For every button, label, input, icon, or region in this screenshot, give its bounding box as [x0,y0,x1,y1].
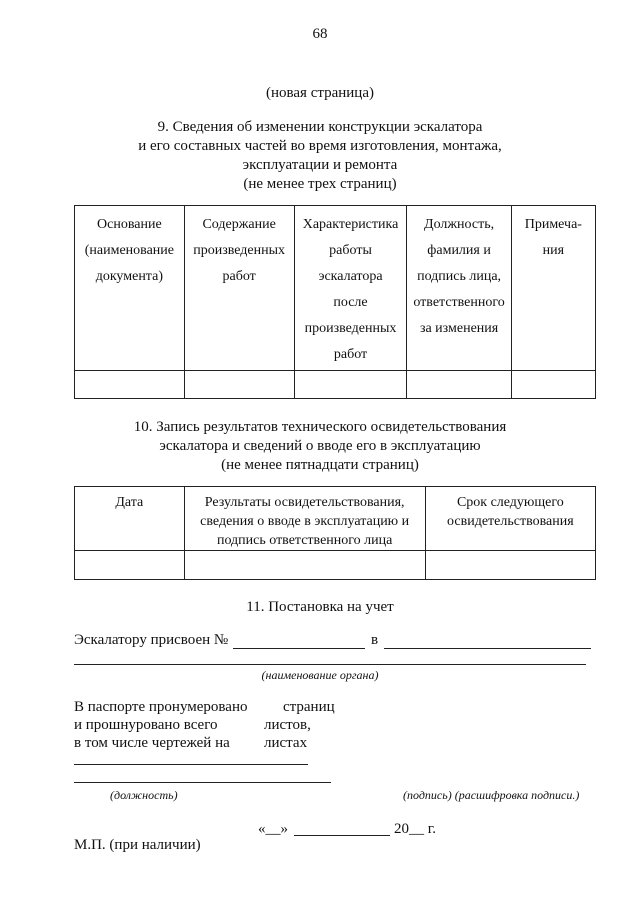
position-caption: (должность) [110,788,178,802]
passport-line: в том числе чертежей на [74,735,230,751]
table-cell[interactable] [294,371,407,399]
table-row [75,551,596,580]
section10-title-line: эскалатора и сведений о вводе его в эксплуатацию [159,438,481,454]
table-header-row [75,206,596,371]
date-month-field[interactable] [294,835,390,836]
section9-title [0,118,640,194]
column-header: Дата [75,487,185,551]
table-cell[interactable] [184,371,294,399]
page-number: 68 [312,26,328,42]
signature-caption: (подпись) (расшифровка подписи.) [403,788,580,802]
section11-title: 11. Постановка на учет [246,599,394,615]
section9-title-line: 9. Сведения об изменении конструкции эскалатора [157,119,483,135]
table-cell[interactable] [75,551,185,580]
passport-line: и прошнуровано всего [74,717,218,733]
authority-caption: (наименование органа) [261,668,379,682]
new-page-note: (новая страница) [265,85,374,101]
date-year: 20__ г. [394,821,436,837]
in-label: в [371,632,379,648]
assigned-number-label: Эскалатору присвоен № [74,632,229,648]
passport-unit: листов, [264,717,311,733]
passport-line: В паспорте пронумеровано [74,699,248,715]
section10-title-line: (не менее пятнадцати страниц) [221,457,419,473]
table-cell[interactable] [75,371,185,399]
column-header: Характеристика работы эскалатора после произведенных работ [294,206,407,371]
section9-title-line: и его составных частей во время изготовления, монтажа, [138,138,502,154]
section9-table [74,205,596,399]
table-cell[interactable] [184,551,425,580]
passport-unit: страниц [283,699,335,715]
section10-title-line: 10. Запись результатов технического освидетельствования [133,419,507,435]
section10-title [0,418,640,475]
position-line[interactable] [74,782,331,783]
column-header: Содержание произведенных работ [184,206,294,371]
table-cell[interactable] [511,371,595,399]
table-cell[interactable] [425,551,595,580]
registration-number-field[interactable] [233,648,365,649]
column-header: Примеча- ния [511,206,595,371]
column-header: Результаты освидетельствования, сведения о вводе в эксплуатацию и подпись ответственного лица [184,487,425,551]
stamp-note: М.П. (при наличии) [74,837,201,853]
table-header-row [75,487,596,551]
passport-unit: листах [264,735,308,751]
column-header: Основание (наименование документа) [75,206,185,371]
section10-table [74,486,596,580]
section9-title-line: эксплуатации и ремонта [242,157,398,173]
authority-name-field[interactable] [384,648,591,649]
column-header: Должность, фамилия и подпись лица, ответственного за изменения [407,206,511,371]
signature-line[interactable] [74,764,308,765]
table-cell[interactable] [407,371,511,399]
table-row [75,371,596,399]
column-header: Срок следующего освидетельствования [425,487,595,551]
authority-name-line[interactable] [74,664,586,665]
date-day: «__» [258,821,288,837]
section9-title-line: (не менее трех страниц) [243,176,397,192]
